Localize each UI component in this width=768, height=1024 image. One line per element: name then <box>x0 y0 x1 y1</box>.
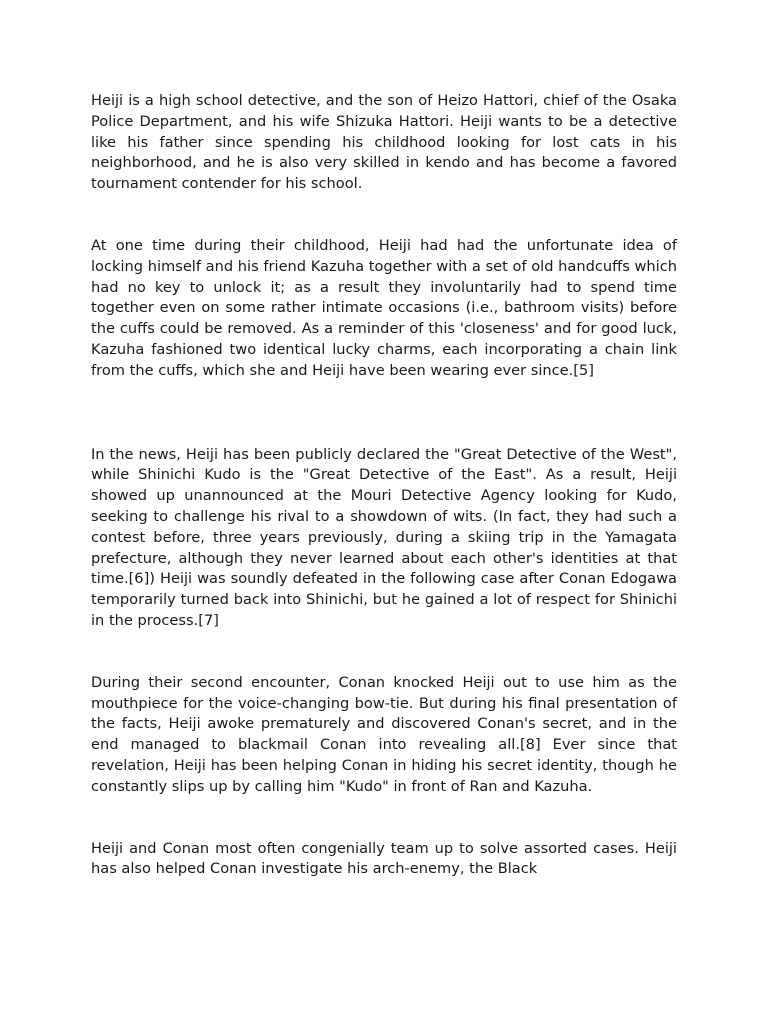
paragraph-childhood-handcuffs: At one time during their childhood, Heiji had had the unfortunate idea of locking himself and his friend Kazuha together with a set of old handcuffs which had no key to unlock it; as a result they involuntarily had to spend time together even on some rather intimate occasions (i.e., bathroom visits) before the cuffs could be removed. As a reminder of this 'closeness' and for good luck, Kazuha fashioned two identical lucky charms, each incorporating a chain link from the cuffs, which she and Heiji have been wearing ever since.[5] <box>91 236 677 379</box>
document-page <box>91 91 677 880</box>
paragraph-second-encounter: During their second encounter, Conan knocked Heiji out to use him as the mouthpiece for the voice-changing bow-tie. But during his final presentation of the facts, Heiji awoke prematurely and discovered Conan's secret, and in the end managed to blackmail Conan into revealing all.[8] Ever since that revelation, Heiji has been helping Conan in hiding his secret identity, though he constantly slips up by calling him "Kudo" in front of Ran and Kazuha. <box>91 673 677 795</box>
paragraph-great-detective-west: In the news, Heiji has been publicly declared the "Great Detective of the West", while Shinichi Kudo is the "Great Detective of the East". As a result, Heiji showed up unannounced at the Mouri Detective Agency looking for Kudo, seeking to challenge his rival to a showdown of wits. (In fact, they had such a contest before, three years previously, during a skiing trip in the Yamagata prefecture, although they never learned about each other's identities at that time.[6]) Heiji was soundly defeated in the following case after Conan Edogawa temporarily turned back into Shinichi, but he gained a lot of respect for Shinichi in the process.[7] <box>91 445 677 629</box>
paragraph-team-up: Heiji and Conan most often congenially team up to solve assorted cases. Heiji has also helped Conan investigate his arch-enemy, the Black <box>91 839 677 878</box>
paragraph-heiji-intro: Heiji is a high school detective, and the son of Heizo Hattori, chief of the Osaka Police Department, and his wife Shizuka Hattori. Heiji wants to be a detective like his father since spending his childhood looking for lost cats in his neighborhood, and he is also very skilled in kendo and has become a favored tournament contender for his school. <box>91 92 677 193</box>
